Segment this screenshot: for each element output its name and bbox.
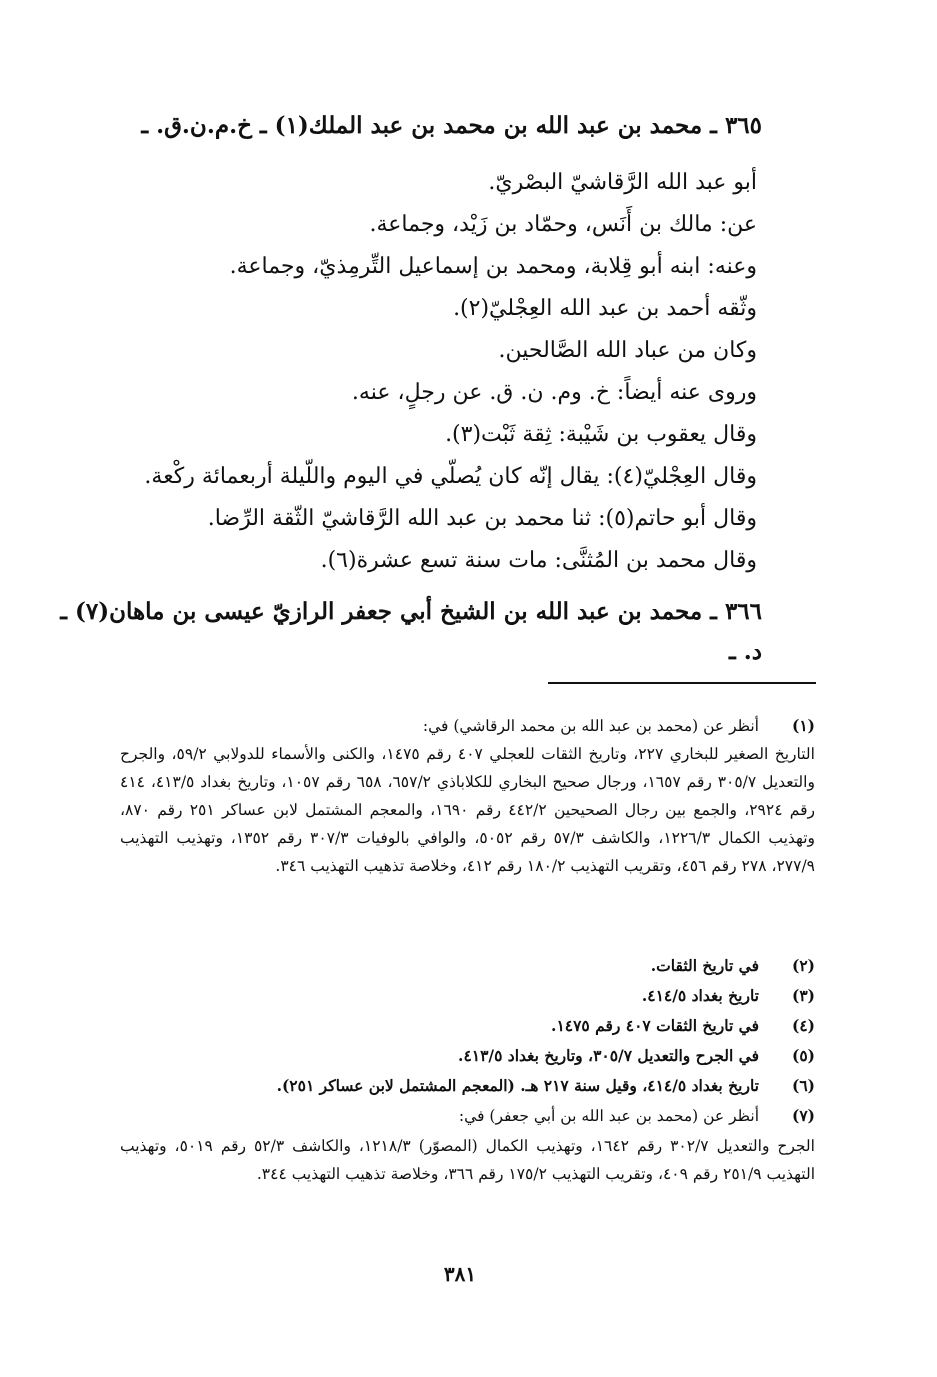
footnote-number: (١)	[791, 716, 815, 735]
footnote-number: (٦)	[791, 1076, 815, 1095]
footnote-5: في الجرح والتعديل ٣٠٥/٧، وتاريخ بغداد ٤١٣/٥.	[458, 1046, 759, 1065]
footnote-number: (٤)	[791, 1016, 815, 1035]
footnote-number: (٣)	[791, 986, 815, 1005]
page-number: ٣٨١	[443, 1262, 477, 1286]
entry-line: وقال أبو حاتم(٥): ثنا محمد بن عبد الله الرَّقاشيّ الثّقة الرِّضا.	[207, 506, 757, 531]
footnote-2: في تاريخ الثقات.	[650, 956, 759, 975]
entry-line: عن: مالك بن أَنَس، وحمّاد بن زَيْد، وجماعة.	[369, 212, 757, 237]
entry-line: وقال محمد بن المُثنَّى: مات سنة تسع عشرة(٦).	[320, 548, 757, 573]
footnote-4: في تاريخ الثقات ٤٠٧ رقم ١٤٧٥.	[551, 1016, 759, 1035]
footnote-7-body: الجرح والتعديل ٣٠٢/٧ رقم ١٦٤٢، وتهذيب الكمال (المصوّر) ١٢١٨/٣، والكاشف ٥٢/٣ رقم ٥٠١٩، وتهذيب التهذيب ٢٥١/٩ رقم ٤٠٩، وتقريب التهذيب ١٧٥/٢ رقم ٣٦٦، وخلاصة تذهيب التهذيب ٣٤٤.	[120, 1137, 815, 1183]
footnote-number: (٧)	[791, 1106, 815, 1125]
entry-365-heading: ٣٦٥ ـ محمد بن عبد الله بن محمد بن عبد الملك(١) ـ خ.م.ن.ق. ـ	[141, 112, 762, 139]
entry-366-heading: ٣٦٦ ـ محمد بن عبد الله بن الشيخ أبي جعفر الرازيّ عيسى بن ماهان(٧) ـ	[60, 598, 762, 625]
entry-line: أبو عبد الله الرَّقاشيّ البصْريّ.	[488, 170, 757, 195]
entry-line: وكان من عباد الله الصَّالحين.	[498, 338, 757, 363]
entry-366-heading-cont: د. ـ	[729, 638, 762, 665]
footnote-3: تاريخ بغداد ٤١٤/٥.	[641, 986, 759, 1005]
footnote-6: تاريخ بغداد ٤١٤/٥، وقيل سنة ٢١٧ هـ. (المعجم المشتمل لابن عساكر ٢٥١).	[276, 1076, 759, 1095]
entry-line: وعنه: ابنه أبو قِلابة، ومحمد بن إسماعيل التِّرمِذيّ، وجماعة.	[229, 254, 757, 279]
footnote-7-head: أنظر عن (محمد بن عبد الله بن أبي جعفر) في:	[458, 1107, 759, 1125]
footnote-1-head: أنظر عن (محمد بن عبد الله بن محمد الرقاشي) في:	[422, 717, 759, 735]
entry-line: وقال يعقوب بن شَيْبة: ثِقة ثَبْت(٣).	[445, 422, 757, 447]
entry-line: وثّقه أحمد بن عبد الله العِجْليّ(٢).	[453, 296, 757, 321]
entry-line: وروى عنه أيضاً: خ. وم. ن. ق. عن رجلٍ، عنه.	[351, 380, 757, 405]
footnote-number: (٥)	[791, 1046, 815, 1065]
footnote-number: (٢)	[791, 956, 815, 975]
footnote-separator	[548, 682, 816, 684]
entry-line: وقال العِجْليّ(٤): يقال إنّه كان يُصلّي في اليوم واللّيلة أربعمائة ركْعة.	[144, 464, 757, 489]
footnote-1-body: التاريخ الصغير للبخاري ٢٢٧، وتاريخ الثقات للعجلي ٤٠٧ رقم ١٤٧٥، والكنى والأسماء للدولابي ٥٩/٢، والجرح والتعديل ٣٠٥/٧ رقم ١٦٥٧، ورجال صحيح البخاري للكلاباذي ٦٥٧/٢، ٦٥٨ رقم ١٠٥٧، وتاريخ بغداد ٤١٣/٥، ٤١٤ رقم ٢٩٢٤، والجمع بين رجال الصحيحين ٤٤٢/٢ رقم ١٦٩٠، والمعجم المشتمل لابن عساكر ٢٥١ رقم ٨٧٠، وتهذيب الكمال ١٢٢٦/٣، والكاشف ٥٧/٣ رقم ٥٠٥٢، والوافي بالوفيات ٣٠٧/٣ رقم ١٣٥٢، وتهذيب التهذيب ٢٧٧/٩، ٢٧٨ رقم ٤٥٦، وتقريب التهذيب ١٨٠/٢ رقم ٤١٢، وخلاصة تذهيب التهذيب ٣٤٦.	[120, 745, 815, 875]
